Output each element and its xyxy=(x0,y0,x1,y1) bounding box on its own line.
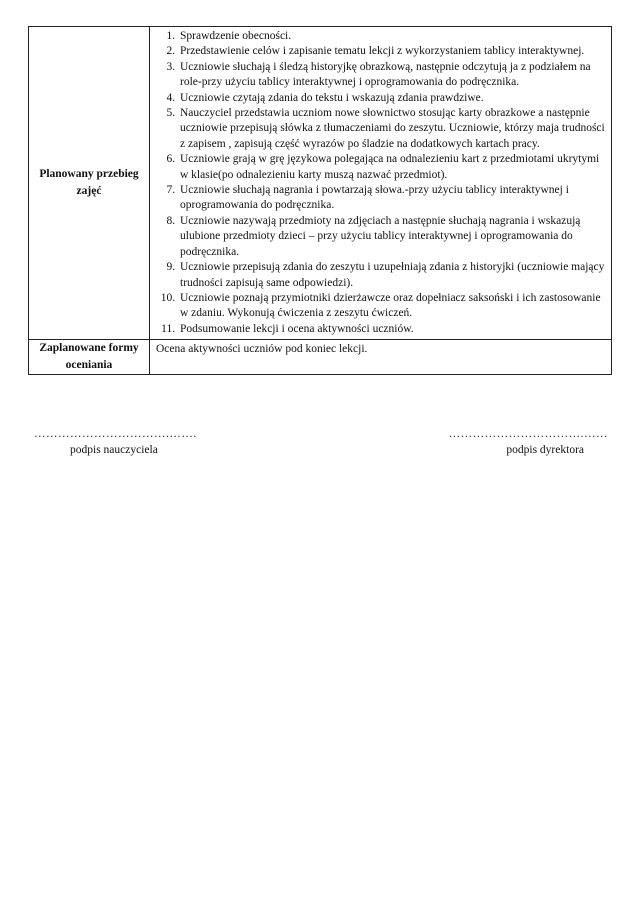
assessment-row xyxy=(29,340,611,374)
lesson-step: 10. Uczniowie poznają przymiotniki dzierżawcze oraz dopełniacz saksoński i ich zastosowanie w zdaniu. Wykonują ćwiczenia z zeszytu ćwiczeń. xyxy=(178,291,605,322)
lesson-step: 7. Uczniowie słuchają nagrania i powtarzają słowa.-przy użyciu tablicy interaktywnej i oprogramowania do podręcznika. xyxy=(178,183,605,214)
director-signature-line: …………………………….…… xyxy=(448,428,608,440)
teacher-signature-label: podpis nauczyciela xyxy=(70,444,158,456)
lesson-step: 4. Uczniowie czytają zdania do tekstu i wskazują zdania prawdziwe. xyxy=(178,91,605,106)
lesson-step: 9. Uczniowie przepisują zdania do zeszytu i uzupełniają zdania z historyjki (uczniowie mający trudności zapisują same odpowiedzi). xyxy=(178,260,605,291)
director-signature-label: podpis dyrektora xyxy=(506,444,584,456)
lesson-step: 2. Przedstawienie celów i zapisanie tematu lekcji z wykorzystaniem tablicy interaktywnej. xyxy=(178,44,605,59)
lesson-plan-table xyxy=(28,26,612,375)
assessment-text: Ocena aktywności uczniów pod koniec lekcji. xyxy=(156,343,368,356)
lesson-flow-row xyxy=(29,27,611,340)
lesson-steps-list xyxy=(156,29,605,337)
lesson-step: 1. Sprawdzenie obecności. xyxy=(178,29,605,44)
assessment-label: Zaplanowane formy oceniania xyxy=(29,340,150,374)
lesson-step: 6. Uczniowie grają w grę językowa polegająca na odnalezieniu kart z przedmiotami ukrytymi w klasie(po odnalezieniu karty muszą nazwać przedmiot). xyxy=(178,152,605,183)
lesson-step: 8. Uczniowie nazywają przedmioty na zdjęciach a następnie słuchają nagrania i wskazują ulubione przedmioty dzieci – przy użyciu tablicy interaktywnej i oprogramowania do podręcznika. xyxy=(178,214,605,260)
teacher-signature-line: …………………………….……. xyxy=(34,428,197,440)
lesson-flow-label: Planowany przebieg zajęć xyxy=(29,27,150,339)
lesson-step: 5. Nauczyciel przedstawia uczniom nowe słownictwo stosując karty obrazkowe a następnie uczniowie przepisują słówka z tłumaczeniami do zeszytu. Uczniowie, którzy maja trudności z zapisem , zapisują część wyrazów po śladzie na dodatkowych kartach pracy. xyxy=(178,106,605,152)
lesson-step: 3. Uczniowie słuchają i śledzą historyjkę obrazkową, następnie odczytują ja z podziałem na role-przy użyciu tablicy interaktywnej i oprogramowania do podręcznika. xyxy=(178,60,605,91)
lesson-flow-content xyxy=(150,27,611,339)
lesson-step: 11. Podsumowanie lekcji i ocena aktywności uczniów. xyxy=(178,322,605,337)
